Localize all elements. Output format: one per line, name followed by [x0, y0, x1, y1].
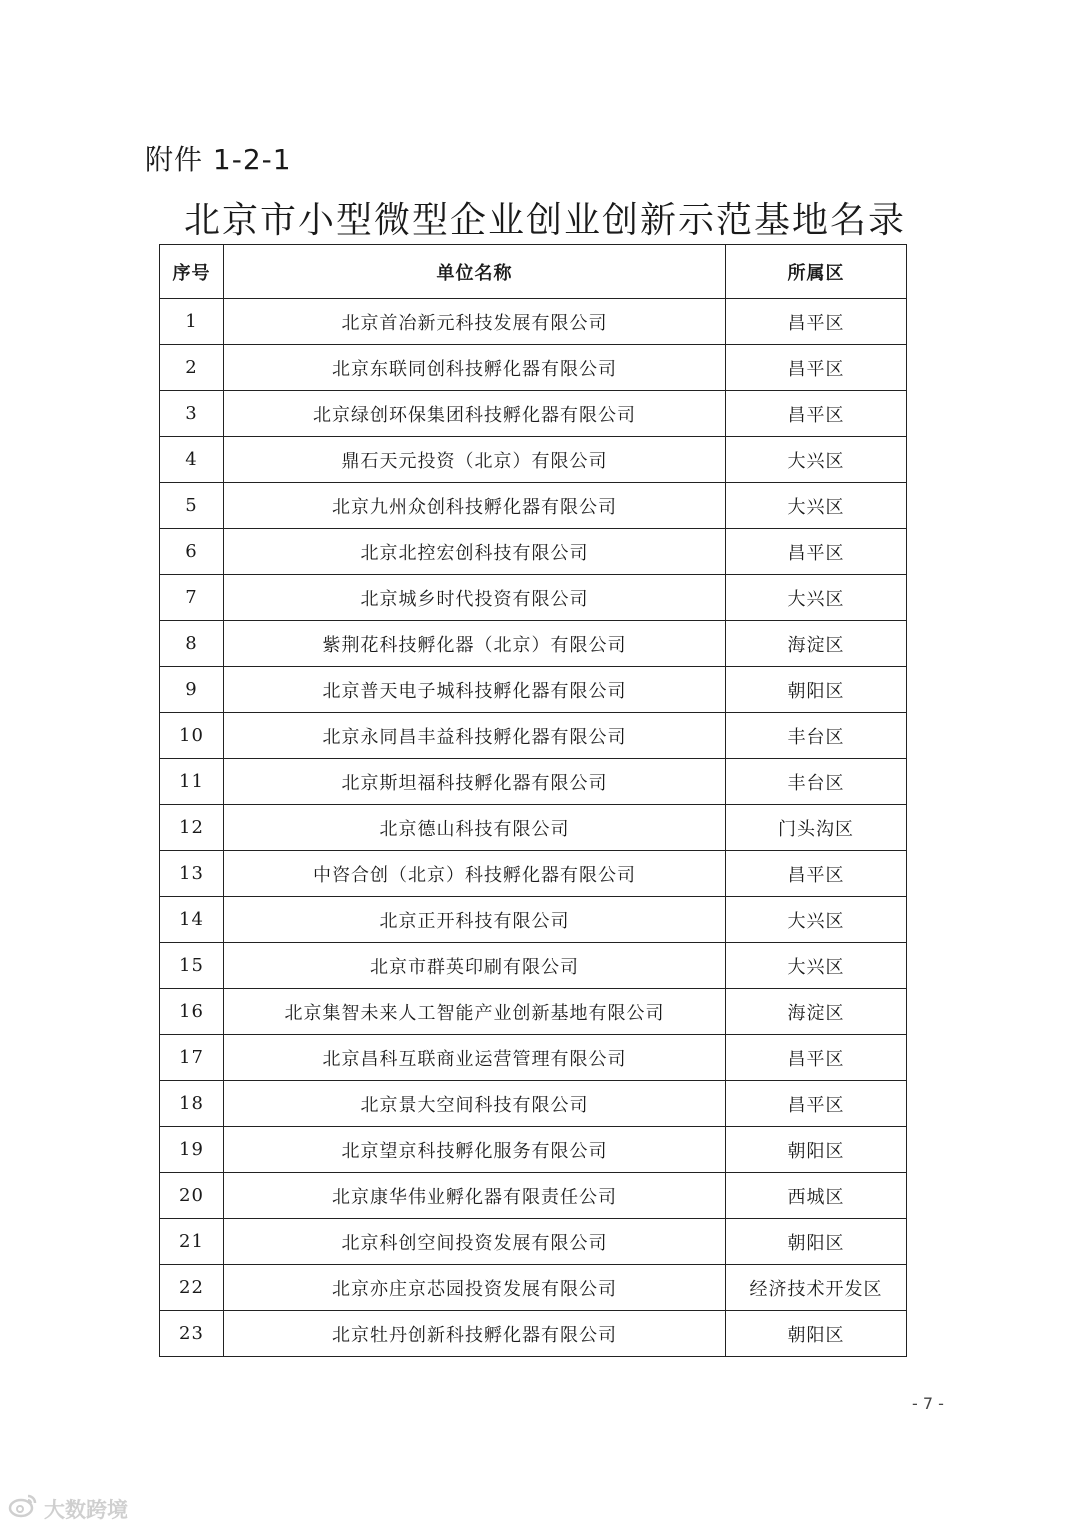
table-row — [160, 667, 907, 713]
watermark-text: 大数跨境 — [44, 1497, 128, 1522]
row-index: 7 — [160, 575, 224, 621]
row-index: 23 — [160, 1311, 224, 1357]
company-name: 北京城乡时代投资有限公司 — [224, 575, 726, 621]
company-name: 北京绿创环保集团科技孵化器有限公司 — [224, 391, 726, 437]
district: 西城区 — [726, 1173, 907, 1219]
district: 门头沟区 — [726, 805, 907, 851]
row-index: 16 — [160, 989, 224, 1035]
district: 昌平区 — [726, 391, 907, 437]
table-row — [160, 759, 907, 805]
table-row — [160, 897, 907, 943]
company-name: 北京科创空间投资发展有限公司 — [224, 1219, 726, 1265]
company-name: 北京九州众创科技孵化器有限公司 — [224, 483, 726, 529]
company-name: 北京永同昌丰益科技孵化器有限公司 — [224, 713, 726, 759]
row-index: 2 — [160, 345, 224, 391]
row-index: 12 — [160, 805, 224, 851]
watermark — [8, 1493, 128, 1524]
table-body — [160, 299, 907, 1357]
company-name: 北京景大空间科技有限公司 — [224, 1081, 726, 1127]
company-name: 北京市群英印刷有限公司 — [224, 943, 726, 989]
company-name: 北京首冶新元科技发展有限公司 — [224, 299, 726, 345]
row-index: 15 — [160, 943, 224, 989]
row-index: 1 — [160, 299, 224, 345]
district: 朝阳区 — [726, 1311, 907, 1357]
table-row — [160, 391, 907, 437]
table-header-row — [160, 245, 907, 299]
company-name: 北京昌科互联商业运营管理有限公司 — [224, 1035, 726, 1081]
page-number: - 7 - — [912, 1394, 944, 1413]
table-row — [160, 713, 907, 759]
row-index: 10 — [160, 713, 224, 759]
document-title: 北京市小型微型企业创业创新示范基地名录 — [183, 200, 906, 241]
row-index: 22 — [160, 1265, 224, 1311]
company-name: 紫荆花科技孵化器（北京）有限公司 — [224, 621, 726, 667]
row-index: 20 — [160, 1173, 224, 1219]
table-row — [160, 529, 907, 575]
row-index: 13 — [160, 851, 224, 897]
table-row — [160, 1265, 907, 1311]
row-index: 3 — [160, 391, 224, 437]
table-row — [160, 437, 907, 483]
table-row — [160, 805, 907, 851]
table-row — [160, 851, 907, 897]
table-row — [160, 1219, 907, 1265]
district: 朝阳区 — [726, 667, 907, 713]
company-name: 北京德山科技有限公司 — [224, 805, 726, 851]
table-row — [160, 621, 907, 667]
row-index: 18 — [160, 1081, 224, 1127]
district: 昌平区 — [726, 851, 907, 897]
table-row — [160, 1127, 907, 1173]
company-name: 北京集智未来人工智能产业创新基地有限公司 — [224, 989, 726, 1035]
header-district: 所属区 — [726, 245, 907, 299]
row-index: 6 — [160, 529, 224, 575]
weibo-logo-icon — [8, 1493, 38, 1524]
company-table — [159, 244, 907, 1357]
row-index: 19 — [160, 1127, 224, 1173]
district: 昌平区 — [726, 1081, 907, 1127]
row-index: 8 — [160, 621, 224, 667]
row-index: 17 — [160, 1035, 224, 1081]
company-name: 北京东联同创科技孵化器有限公司 — [224, 345, 726, 391]
header-index: 序号 — [160, 245, 224, 299]
table-row — [160, 1081, 907, 1127]
row-index: 14 — [160, 897, 224, 943]
company-name: 北京牡丹创新科技孵化器有限公司 — [224, 1311, 726, 1357]
company-name: 北京康华伟业孵化器有限责任公司 — [224, 1173, 726, 1219]
district: 海淀区 — [726, 989, 907, 1035]
district: 大兴区 — [726, 897, 907, 943]
district: 丰台区 — [726, 713, 907, 759]
company-name: 北京斯坦福科技孵化器有限公司 — [224, 759, 726, 805]
table-row — [160, 483, 907, 529]
district: 昌平区 — [726, 1035, 907, 1081]
company-name: 北京普天电子城科技孵化器有限公司 — [224, 667, 726, 713]
table-row — [160, 1311, 907, 1357]
district: 大兴区 — [726, 943, 907, 989]
district: 朝阳区 — [726, 1219, 907, 1265]
company-name: 北京正开科技有限公司 — [224, 897, 726, 943]
table-row — [160, 299, 907, 345]
row-index: 11 — [160, 759, 224, 805]
district: 大兴区 — [726, 437, 907, 483]
district: 大兴区 — [726, 483, 907, 529]
district: 大兴区 — [726, 575, 907, 621]
company-name: 中咨合创（北京）科技孵化器有限公司 — [224, 851, 726, 897]
attachment-label: 附件 1-2-1 — [145, 143, 292, 176]
company-name: 北京北控宏创科技有限公司 — [224, 529, 726, 575]
district: 朝阳区 — [726, 1127, 907, 1173]
district: 丰台区 — [726, 759, 907, 805]
company-name: 北京望京科技孵化服务有限公司 — [224, 1127, 726, 1173]
company-name: 鼎石天元投资（北京）有限公司 — [224, 437, 726, 483]
district: 经济技术开发区 — [726, 1265, 907, 1311]
row-index: 4 — [160, 437, 224, 483]
row-index: 21 — [160, 1219, 224, 1265]
row-index: 9 — [160, 667, 224, 713]
table-row — [160, 345, 907, 391]
row-index: 5 — [160, 483, 224, 529]
table-row — [160, 1173, 907, 1219]
table-row — [160, 943, 907, 989]
district: 海淀区 — [726, 621, 907, 667]
header-company-name: 单位名称 — [224, 245, 726, 299]
district: 昌平区 — [726, 299, 907, 345]
district: 昌平区 — [726, 345, 907, 391]
table-row — [160, 989, 907, 1035]
district: 昌平区 — [726, 529, 907, 575]
company-name: 北京亦庄京芯园投资发展有限公司 — [224, 1265, 726, 1311]
table-row — [160, 1035, 907, 1081]
table-row — [160, 575, 907, 621]
